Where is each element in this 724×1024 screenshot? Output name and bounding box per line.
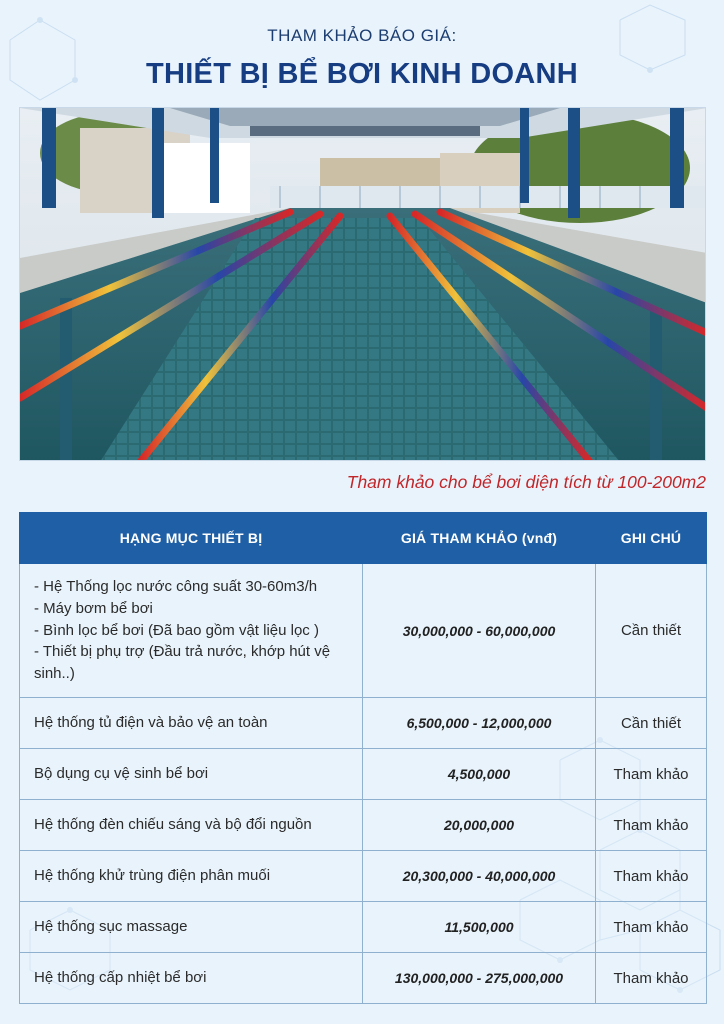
item-cell: Hệ thống sục massage (20, 902, 363, 953)
price-cell: 30,000,000 - 60,000,000 (363, 564, 596, 698)
item-line: - Bình lọc bể bơi (Đã bao gồm vật liệu lọc ) (34, 621, 319, 639)
item-line: - Hệ Thống lọc nước công suất 30-60m3/h (34, 578, 318, 596)
price-cell: 130,000,000 - 275,000,000 (363, 953, 596, 1004)
price-table (19, 512, 707, 1004)
note-cell: Tham khảo (596, 902, 707, 953)
table-row (20, 902, 707, 953)
note-cell: Tham khảo (596, 953, 707, 1004)
table-row (20, 800, 707, 851)
table-header-row (20, 513, 707, 564)
column-header-item: HẠNG MỤC THIẾT BỊ (20, 513, 363, 564)
note-cell: Cần thiết (596, 698, 707, 749)
price-cell: 11,500,000 (363, 902, 596, 953)
item-cell (20, 564, 363, 698)
column-header-note: GHI CHÚ (596, 513, 707, 564)
item-cell: Bộ dụng cụ vệ sinh bể bơi (20, 749, 363, 800)
table-row (20, 953, 707, 1004)
item-cell: Hệ thống cấp nhiệt bể bơi (20, 953, 363, 1004)
item-cell: Hệ thống khử trùng điện phân muối (20, 851, 363, 902)
item-line: - Thiết bị phụ trợ (Đầu trả nước, khớp hút vệ sinh..) (34, 643, 331, 683)
note-cell: Cần thiết (596, 564, 707, 698)
price-cell: 20,000,000 (363, 800, 596, 851)
item-line: - Máy bơm bể bơi (34, 599, 153, 617)
table-row (20, 564, 707, 698)
note-cell: Tham khảo (596, 800, 707, 851)
price-cell: 6,500,000 - 12,000,000 (363, 698, 596, 749)
page-title: THIẾT BỊ BỂ BƠI KINH DOANH (145, 58, 579, 90)
area-caption: Tham khảo cho bể bơi diện tích từ 100-200m2 (346, 472, 706, 492)
page-subtitle: THAM KHẢO BÁO GIÁ: (267, 26, 457, 45)
table-row (20, 851, 707, 902)
table-row (20, 749, 707, 800)
note-cell: Tham khảo (596, 749, 707, 800)
column-header-price: GIÁ THAM KHẢO (vnđ) (363, 513, 596, 564)
swimming-pool-photo (19, 107, 706, 461)
item-cell: Hệ thống tủ điện và bảo vệ an toàn (20, 698, 363, 749)
price-cell: 20,300,000 - 40,000,000 (363, 851, 596, 902)
item-cell: Hệ thống đèn chiếu sáng và bộ đổi nguồn (20, 800, 363, 851)
price-cell: 4,500,000 (363, 749, 596, 800)
table-row (20, 698, 707, 749)
note-cell: Tham khảo (596, 851, 707, 902)
